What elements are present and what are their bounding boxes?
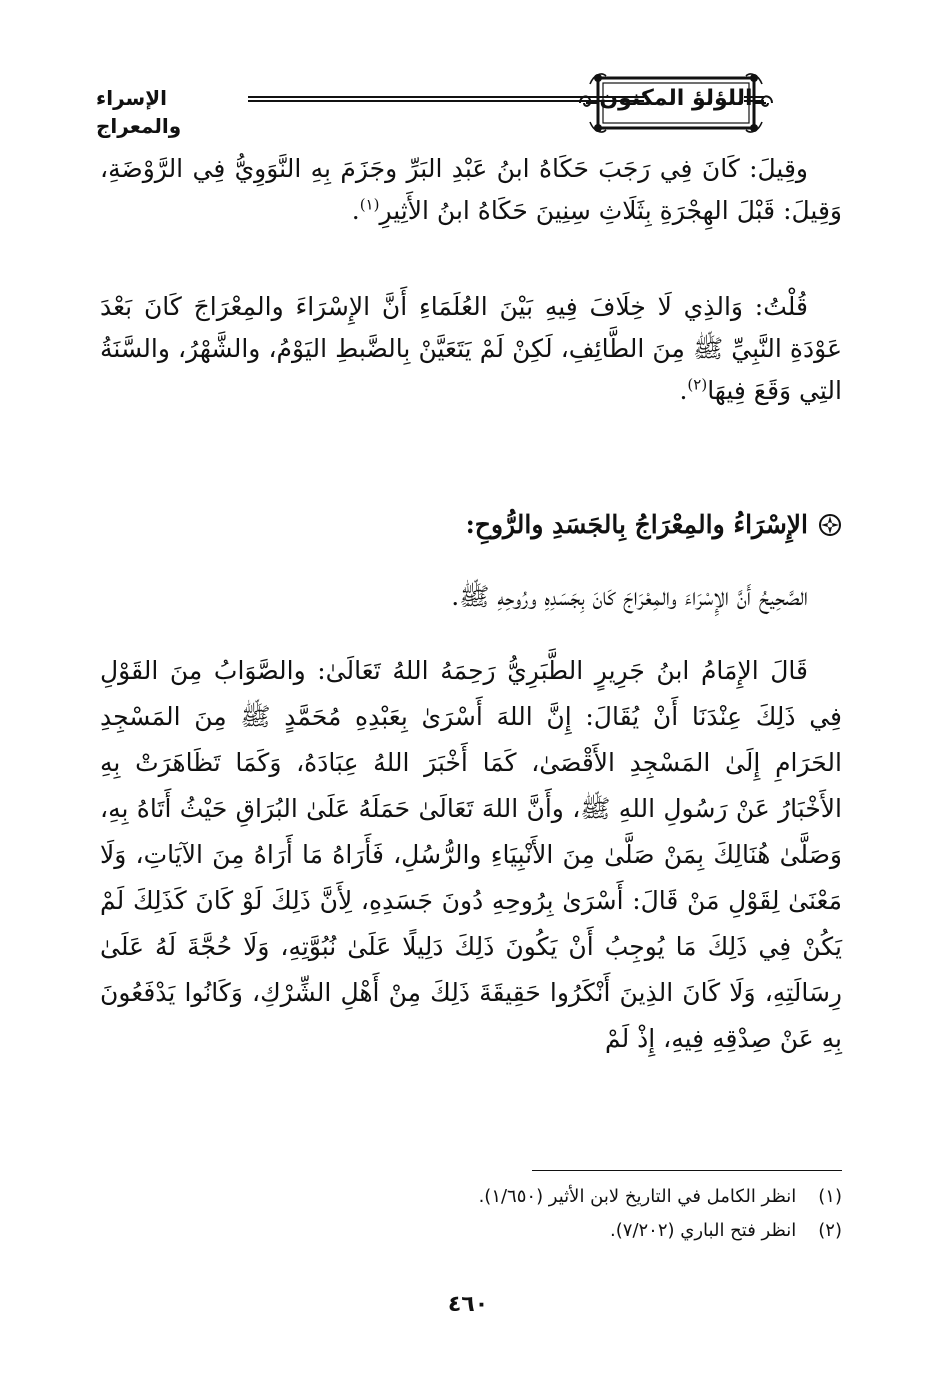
footnote-2-text: انظر فتح الباري (٧/٢٠٢). [610, 1220, 797, 1241]
footnote-1-number: (١) [818, 1186, 842, 1207]
footnote-1-text: انظر الكامل في التاريخ لابن الأثير (١/٦٥٠). [478, 1186, 797, 1207]
page-number: ٤٦٠ [447, 1292, 489, 1317]
book-title-cartouche [576, 70, 776, 136]
footnotes [100, 1180, 842, 1248]
header-rule-left [248, 96, 644, 102]
footnote-2 [100, 1214, 842, 1248]
paragraph-4: قَالَ الإِمَامُ ابنُ جَرِيرٍ الطَّبَرِيُّ رَحِمَهُ اللهُ تَعَالَىٰ: والصَّوَابُ مِنَ القَوْلِ فِي ذَلِكَ عِنْدَنَا أَنْ يُقَالَ: إِنَّ اللهَ أَسْرَىٰ بِعَبْدِهِ مُحَمَّدٍ ﷺ مِنَ المَسْجِدِ الحَرَامِ إِلَىٰ المَسْجِدِ الأَقْصَىٰ، كَمَا أَخْبَرَ اللهُ عِبَادَهُ، وَكَمَا تَظَاهَرَتْ بِهِ الأَخْبَارُ عَنْ رَسُولِ اللهِ ﷺ، وأَنَّ اللهَ تَعَالَىٰ حَمَلَهُ عَلَىٰ البُرَاقِ حَيْثُ أَتَاهُ بِهِ، وَصَلَّىٰ هُنَالِكَ بِمَنْ صَلَّىٰ مِنَ الأَنْبِيَاءِ والرُّسُلِ، فَأَرَاهُ مَا أَرَاهُ مِنَ الآيَاتِ، وَلَا مَعْنَىٰ لِقَوْلِ مَنْ قَالَ: أَسْرَىٰ بِرُوحِهِ دُونَ جَسَدِهِ، لِأَنَّ ذَلِكَ لَوْ كَانَ كَذَلِكَ لَمْ يَكُنْ فِي ذَلِكَ مَا يُوجِبُ أَنْ يَكُونَ ذَلِكَ دَلِيلًا عَلَىٰ نُبُوَّتِهِ، وَلَا حُجَّةَ لَهُ عَلَىٰ رِسَالَتِهِ، وَلَا كَانَ الذِينَ أَنْكَرُوا حَقِيقَةَ ذَلِكَ مِنْ أَهْلِ الشِّرْكِ، وَكَانُوا يَدْفَعُونَ بِهِ عَنْ صِدْقِهِ فِيهِ، إِذْ لَمْ [100, 656, 842, 1053]
footnote-1 [100, 1180, 842, 1214]
footnote-ref-2: (٢) [687, 375, 708, 394]
paragraph-2-text: قُلْتُ: وَالذِي لَا خِلَافَ فِيهِ بَيْنَ العُلَمَاءِ أَنَّ الإِسْرَاءَ والمِعْرَاجَ كَانَ بَعْدَ عَوْدَةِ النَّبِيِّ ﷺ مِنَ الطَّائِفِ، لَكِنْ لَمْ يَتَعَيَّنْ بِالضَّبطِ اليَوْمُ، والشَّهْرُ، والسَّنَةُ التِي وَقَعَ فِيهَا [100, 292, 842, 405]
paragraph-1-end: . [351, 196, 360, 225]
page-header [96, 60, 842, 140]
footnote-2-number: (٢) [818, 1220, 842, 1241]
footnote-separator [532, 1170, 842, 1171]
section-heading [100, 504, 842, 546]
paragraph-2 [100, 286, 842, 412]
chapter-title: الإسراء والمعراج [96, 86, 182, 138]
paragraph-1 [100, 148, 842, 232]
footnote-ref-1: (١) [359, 195, 380, 214]
paragraph-1-text: وقِيلَ: كَانَ فِي رَجَبَ حَكَاهُ ابنُ عَبْدِ البَرِّ وجَزَمَ بِهِ النَّوَوِيُّ فِي الرَّوْضَةِ، وَقِيلَ: قَبْلَ الهِجْرَةِ بِثَلَاثِ سِنِينَ حَكَاهُ ابنُ الأَثِيرِ [100, 154, 842, 225]
paragraph-3: الصَّحِيحُ أَنَّ الإِسْرَاءَ والمِعْرَاجَ كَانَ بِجَسَدِهِ ورُوحِهِ ﷺ. [451, 582, 808, 611]
section-heading-text: الإِسْرَاءُ والمِعْرَاجُ بِالجَسَدِ والرُّوحِ: [465, 510, 808, 539]
ornament-flower-icon [818, 513, 842, 537]
paragraph-2-end: . [679, 376, 688, 405]
book-title: اللؤلؤ المكنون [599, 86, 753, 111]
